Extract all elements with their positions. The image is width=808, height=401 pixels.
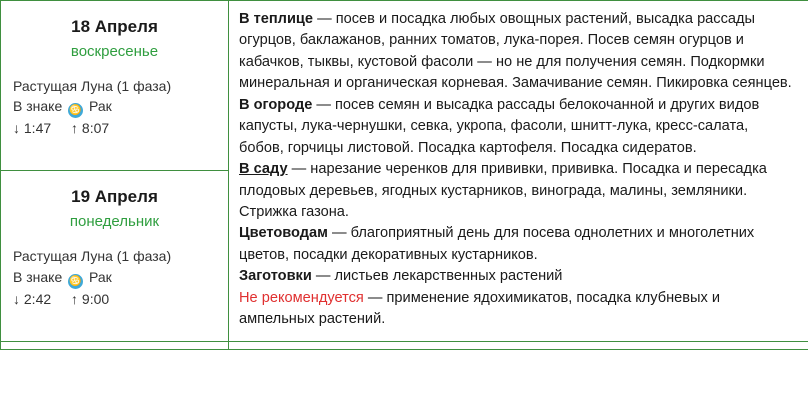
rec-not-recommended bbox=[239, 288, 796, 331]
moon-sign-label: В знаке bbox=[13, 98, 63, 115]
moon-sign-name: Рак bbox=[89, 268, 112, 285]
recommendations-cell bbox=[229, 1, 808, 342]
cancer-zodiac-icon: ♋ bbox=[69, 105, 82, 117]
day-date: 19 Апреля bbox=[71, 187, 158, 207]
moonset-time: ↓ 1:47 bbox=[13, 120, 52, 137]
rec-florists-text: — благоприятный день для посева однолетних и многолетних цветов, посадки декоративных кустарников. bbox=[239, 225, 755, 263]
moon-times bbox=[13, 291, 216, 307]
day-date: 18 Апреля bbox=[71, 17, 158, 36]
rec-florists bbox=[239, 223, 796, 266]
rec-not-recommended-lead: Не рекомендуется bbox=[239, 289, 364, 306]
rec-garden bbox=[239, 95, 796, 159]
day-weekday: понедельник bbox=[69, 213, 160, 231]
rec-harvesting-lead: Заготовки bbox=[239, 268, 312, 285]
rec-greenhouse-text: — посев и посадка любых овощных растений, высадка рассады огурцов, баклажанов, ранних томатов, лука-порея. Посев семян огурцов и кабачков, тыквы, кустовой фасоли — но не для получения семян. Подкормки минеральная и органическая корневая. Замачивание семян. Пикировка сеянцев. bbox=[239, 11, 792, 92]
rec-harvesting-text: — листьев лекарственных растений bbox=[311, 268, 563, 285]
moonrise-time: ↑ 8:07 bbox=[71, 120, 110, 137]
rec-orchard-lead: В саду bbox=[239, 161, 288, 178]
moon-times bbox=[13, 120, 216, 136]
rec-greenhouse-lead: В теплице bbox=[239, 11, 314, 27]
moon-sign bbox=[13, 267, 216, 289]
calendar-row-next bbox=[1, 341, 808, 349]
moon-sign-name: Рак bbox=[89, 98, 112, 115]
rec-florists-lead: Цветоводам bbox=[239, 225, 328, 242]
recommendations-cell-next bbox=[229, 341, 808, 349]
day-cell-19 bbox=[1, 171, 229, 341]
rec-garden-text: — посев семян и высадка рассады белокочанной и других видов капусты, лука-чернушки, севка, укропа, фасоли, шнитт-лука, кресс-салата, бобов, горчицы листовой. Посадка картофеля. Посадка сидератов. bbox=[239, 96, 760, 156]
day-cell-18 bbox=[1, 1, 229, 171]
moon-sign bbox=[13, 96, 216, 118]
moon-sign-label: В знаке bbox=[13, 268, 63, 285]
day-cell-next bbox=[1, 341, 229, 349]
calendar-row bbox=[1, 1, 808, 171]
moonrise-time: ↑ 9:00 bbox=[71, 290, 110, 307]
moonset-time: ↓ 2:42 bbox=[13, 290, 52, 307]
rec-not-recommended-text: — применение ядохимикатов, посадка клубневых и ампельных растений. bbox=[239, 289, 721, 328]
rec-orchard-text: — нарезание черенков для прививки, прививка. Посадка и пересадка плодовых деревьев, ягодных кустарников, винограда, малины, земляники. Стрижка газона. bbox=[239, 161, 767, 220]
moon-phase: Растущая Луна (1 фаза) bbox=[13, 248, 172, 265]
rec-orchard bbox=[239, 159, 796, 223]
moon-phase: Растущая Луна (1 фаза) bbox=[13, 78, 172, 94]
cancer-zodiac-icon: ♋ bbox=[69, 275, 82, 287]
day-weekday: воскресенье bbox=[70, 43, 159, 60]
rec-harvesting bbox=[239, 266, 796, 287]
rec-greenhouse bbox=[239, 9, 796, 95]
rec-garden-lead: В огороде bbox=[239, 96, 313, 113]
